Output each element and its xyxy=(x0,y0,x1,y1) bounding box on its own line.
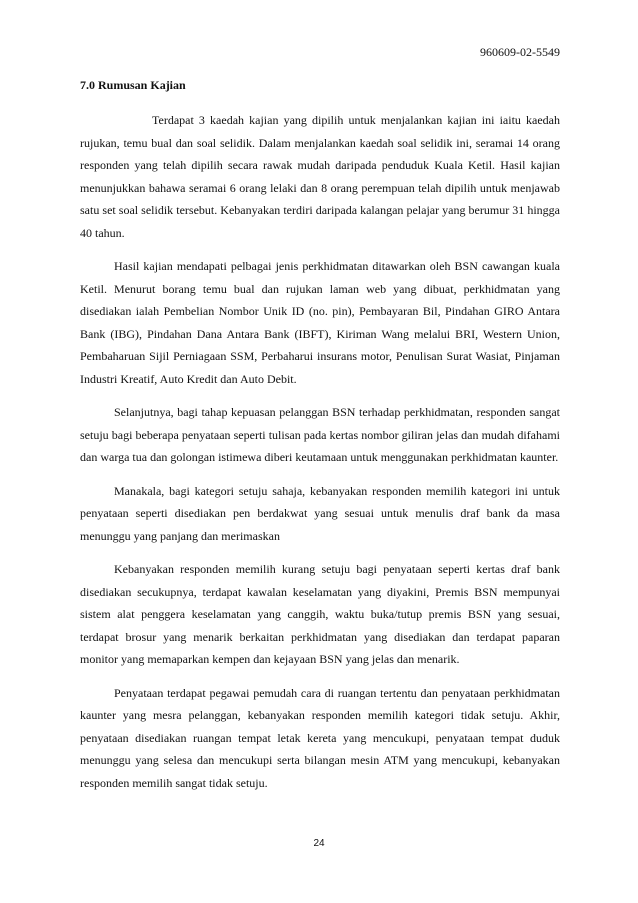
paragraph-3: Selanjutnya, bagi tahap kepuasan pelanggan BSN terhadap perkhidmatan, responden sangat setuju bagi beberapa penyataan seperti tulisan pada kertas nombor giliran jelas dan mudah difahami dan warga tua dan golongan istimewa diberi keutamaan untuk menggunakan perkhidmatan kaunter. xyxy=(80,405,560,464)
paragraph-5: Kebanyakan responden memilih kurang setuju bagi penyataan seperti kertas draf bank disediakan secukupnya, terdapat kawalan keselamatan yang diyakini, Premis BSN mempunyai sistem alat penggera keselamatan yang canggih, waktu buka/tutup premis BSN yang sesuai, terdapat brosur yang menarik berkaitan perkhidmatan yang disediakan dan terdapat paparan monitor yang memaparkan kempen dan kejayaan BSN yang jelas dan menarik. xyxy=(80,562,560,666)
section-heading: 7.0 Rumusan Kajian xyxy=(80,78,186,92)
paragraph-6: Penyataan terdapat pegawai pemudah cara di ruangan tertentu dan penyataan perkhidmatan kaunter yang mesra pelanggan, kebanyakan responden memilih kategori tidak setuju. Akhir, penyataan disediakan ruangan tempat letak kereta yang mencukupi, penyataan tempat duduk menunggu yang selesa dan mencukupi serta bilangan mesin ATM yang mencukupi, kebanyakan responden memilih sangat tidak setuju. xyxy=(80,685,560,790)
section-body xyxy=(80,109,560,805)
paragraph-4: Manakala, bagi kategori setuju sahaja, kebanyakan responden memilih kategori ini untuk penyataan seperti disediakan pen berdakwat yang sesuai untuk menulis draf bank da masa menunggu yang panjang dan merimaskan xyxy=(80,483,560,543)
page-number: 24 xyxy=(313,838,325,849)
document-id: 960609-02-5549 xyxy=(480,45,560,59)
paragraph-2: Hasil kajian mendapati pelbagai jenis perkhidmatan ditawarkan oleh BSN cawangan kuala Ketil. Menurut borang temu bual dan rujukan laman web yang dibuat, perkhidmatan yang disediakan ialah Pembelian Nombor Unik ID (no. pin), Pembayaran Bil, Pindahan GIRO Antara Bank (IBG), Pindahan Dana Antara Bank (IBFT), Kiriman Wang melalui BRI, Western Union, Pembaharuan Sijil Perniagaan SSM, Perbaharui insurans motor, Penulisan Surat Wasiat, Pinjaman Industri Kreatif, Auto Kredit dan Auto Debit. xyxy=(80,259,560,386)
paragraph-1: Terdapat 3 kaedah kajian yang dipilih untuk menjalankan kajian ini iaitu kaedah rujukan, temu bual dan soal selidik. Dalam menjalankan kaedah soal selidik ini, seramai 14 orang responden yang telah dipilih secara rawak mudah daripada penduduk Kuala Ketil. Hasil kajian menunjukkan bahawa seramai 6 orang lelaki dan 8 orang perempuan telah dipilih untuk menjawab satu set soal selidik tersebut. Kebanyakan terdiri daripada kalangan pelajar yang berumur 31 hingga 40 tahun. xyxy=(80,113,560,240)
